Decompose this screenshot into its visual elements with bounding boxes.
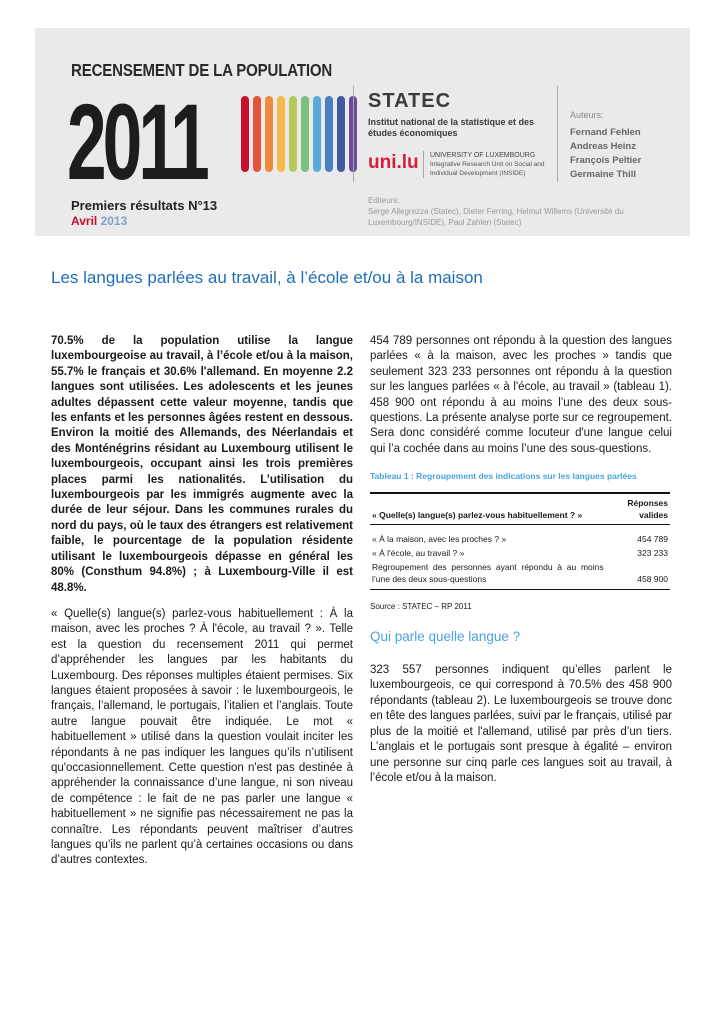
author: François Peltier: [570, 155, 642, 166]
data-table: [370, 492, 670, 590]
report-banner: [35, 28, 690, 236]
unilu-logo: uni.lu: [368, 152, 419, 173]
table-row: [370, 560, 670, 590]
color-bar: [289, 96, 297, 172]
table-cell-value: 454 789: [637, 534, 668, 545]
university-name: UNIVERSITY OF LUXEMBOURG: [430, 152, 536, 159]
results-title: Premiers résultats N°13: [71, 198, 218, 213]
university-info: [423, 151, 570, 178]
table-cell-label: « À l'école, au travail ? »: [372, 548, 465, 559]
table-row: [370, 546, 670, 560]
table-cell-value: 458 900: [606, 560, 670, 590]
body-paragraph: 323 557 personnes indiquent qu’elles parlent le luxembourgeois, ce qui correspond à 70.5% des 458 900 répondants (tableau 2). Le luxembourgeois se trouve donc en tête des langues parlées, suivi par le français, utilisé par plus de la moitié et l'allemand, utilisé par près d’un tiers. L’anglais et le portugais sont presque à égalité – environ une personne sur cinq parle ces langues soit au travail, à l’école et/ou à la maison.: [370, 664, 672, 784]
color-bar: [313, 96, 321, 172]
editors-list: Serge Allegrezza (Statec), Dieter Ferring, Helmut Willems (Université du Luxembourg/INSIDE), Paul Zahlen (Statec): [368, 207, 624, 227]
authors-label: Auteurs:: [570, 110, 604, 120]
author: Andreas Heinz: [570, 141, 636, 152]
color-bar: [337, 96, 345, 172]
color-bar: [265, 96, 273, 172]
author: Germaine Thill: [570, 169, 636, 180]
right-column: [370, 334, 672, 797]
results-date: [71, 214, 127, 228]
results-year: 2013: [100, 214, 128, 228]
summary-lead: 70.5% de la population utilise la langue luxembourgeoise au travail, à l’école et/ou à la maison, 55.7% le français et 30.6% l'allemand. En moyenne 2.2 langues sont utilisées. Les adolescents et les jeunes adultes dépassent cette valeur moyenne, tandis que les enfants et les personnes âgées restent en dessous. Environ la moitié des Allemands, des Néerlandais et des Monténégrins résidant au Luxembourg utilisent le luxembourgeois, occupant ainsi les trois premières places parmi les nationalités. L’utilisation du luxembourgeois par les immigrés augmente avec la durée de leur séjour. Dans les communes rurales du nord du pays, où le taux des étrangers est relativement faible, le pourcentage de la population résidente utilisant le luxembourgeois dépasse en général les 80% (Consthum 94.8%) ; à Luxembourg-Ville il est 48.8%.: [51, 335, 353, 594]
authors-list: [570, 126, 641, 182]
color-bar: [253, 96, 261, 172]
statec-logo: STATEC: [368, 90, 452, 112]
left-column: [51, 334, 353, 880]
body-paragraph: « Quelle(s) langue(s) parlez-vous habituellement : À la maison, avec les proches ? À l'école, au travail ? ». Telle est la question du recensement 2011 qui permet d’appréhender les langues par les habitants du Luxembourg. Des réponses multiples étaient permises. Six langues étaient proposées à savoir : le luxembourgeois, le français, l’allemand, le portugais, l’italien et l’anglais. Toute autre langue pouvait être indiquée. Le mot « habituellement » utilisé dans la question voulait inciter les répondants à ne pas indiquer les langues qu’ils n’utilisent qu'occasionnellement. Cette question n'est pas destinée à appréhender la connaissance d’une langue, ni son niveau de compétence : le fait de ne pas parler une langue « habituellement » ne signifie pas nécessairement ne pas la connaître. Les répondants peuvent maîtriser d’autres langues qu’ils ne parlent qu’à certaines occasions ou dans d’autres contextes.: [51, 607, 353, 867]
table-title: Tableau 1 : Regroupement des indications sur les langues parlées: [370, 471, 637, 482]
body-paragraph: 454 789 personnes ont répondu à la question des langues parlées « à la maison, avec les proches » tandis que seulement 323 233 personnes ont répondu à la question sur les langues parlées « à l'école, au travail » (tableau 1). 458 900 ont répondu à au moins l’une des deux sous-questions. La présente analyse porte sur ce regroupement. Sera donc considéré comme locuteur d'une langue celui qui l’a cochée dans au moins l’une des sous-questions.: [370, 335, 672, 455]
university-unit: Integrative Research Unit on Social and Individual Development (INSIDE): [430, 161, 545, 177]
table-header-value: Réponses valides: [606, 493, 670, 525]
page-title: Les langues parlées au travail, à l’école et/ou à la maison: [51, 268, 483, 287]
color-bar: [301, 96, 309, 172]
results-month: Avril: [71, 214, 98, 228]
statec-subtitle: Institut national de la statistique et des études économiques: [368, 117, 535, 138]
census-year: 2011: [67, 81, 206, 202]
color-bar: [325, 96, 333, 172]
banner-divider: [353, 86, 354, 182]
color-bar: [277, 96, 285, 172]
table-cell-label: « À la maison, avec les proches ? »: [372, 534, 507, 545]
table-cell-value: 323 233: [637, 548, 668, 559]
table-header-question: « Quelle(s) langue(s) parlez-vous habituellement ? »: [370, 493, 606, 525]
table-cell-label: Regroupement des personnes ayant répondu à au moins l’une des deux sous-questions: [370, 560, 606, 590]
table-source: Source : STATEC – RP 2011: [370, 602, 472, 612]
section-heading: Qui parle quelle langue ?: [370, 628, 521, 644]
editors-label: Editeurs:: [368, 196, 400, 205]
color-bar: [241, 96, 249, 172]
table-row: [370, 525, 670, 547]
census-title: RECENSEMENT DE LA POPULATION: [71, 60, 333, 80]
author: Fernand Fehlen: [570, 127, 641, 138]
table-header-row: [370, 493, 670, 525]
